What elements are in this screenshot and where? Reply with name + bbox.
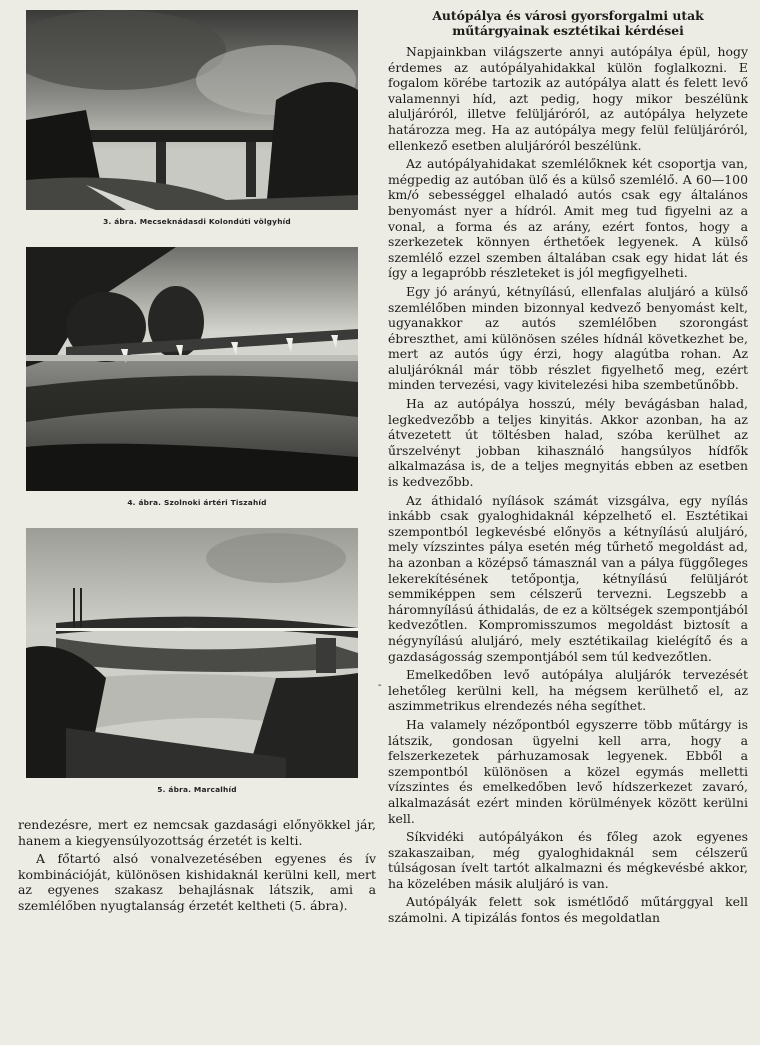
figure-5-caption: 5. ábra. Marcalhíd — [157, 785, 237, 794]
viaduct-photo-icon — [26, 10, 358, 210]
left-column — [18, 10, 376, 917]
margin-dot: - — [378, 680, 382, 691]
figure-4-photo — [26, 247, 358, 491]
article-paragraph-5: Az áthidaló nyílások számát vizsgálva, egy nyílás inkább csak gyaloghidaknál képzelhető el. Esztétikai szempontból legkevésbé előnyös a kétnyílású aluljáró, mely vízszintes pálya esetén még tűrhető megoldást ad, ha azonban a középső támasznál van a pálya függőleges lekerekítésének tetőpontja, kétnyílású felüljárót semmiképpen sem célszerű tervezni. Legszebb a háromnyílású áthidalás, de ez a költségek szempontjából kedvezőtlen. Kompromisszumos megoldást biztosít a négynyílású aluljáró, mely esztétikailag kielégítő és a gazdaságosság szempontjából sem túl kedvezőtlen. — [388, 492, 748, 664]
left-paragraph-2: A főtartó alsó vonalvezetésében egyenes és ív kombinációját, különösen kishidaknál kerülni kell, mert az egyenes szakasz behajlásnak látszik, ami a szemlélőben nyugtalanság érzetét keltheti (5. ábra). — [18, 851, 376, 913]
article-paragraph-7: Ha valamely nézőpontból egyszerre több műtárgy is látszik, gondosan ügyelni kell arra, hogy a felszerkezetek párhuzamosak legyenek. Ebből a szempontból különösen a közel egymás melletti vízszintes és emelkedőben levő hídszerkezet zavaró, alkalmazását ezért minden körülmények között kerülni kell. — [388, 716, 748, 826]
figure-3-photo — [26, 10, 358, 210]
marcal-bridge-photo-icon — [26, 528, 358, 778]
article-column — [388, 8, 748, 929]
article-paragraph-4: Ha az autópálya hosszú, mély bevágásban halad, legkedvezőbb a teljes kinyitás. Akkor azonban, ha az átvezetett út töltésben halad, szóba kerülhet az űrszelvényt jobban kihasználó hangsúlyos hídfők alkalmazása is, de a teljes megnyitás ebben az esetben is kedvezőbb. — [388, 396, 748, 490]
figure-3-caption: 3. ábra. Mecseknádasdi Kolondúti völgyhíd — [103, 217, 291, 226]
article-title-line-1: Autópálya és városi gyorsforgalmi utak — [432, 8, 704, 23]
figure-4-caption: 4. ábra. Szolnoki ártéri Tiszahíd — [127, 498, 267, 507]
article-paragraph-6: Emelkedőben levő autópálya aluljárók tervezését lehetőleg kerülni kell, ha mégsem kerülhető el, az aszimmetrikus elrendezés néha segíthet. — [388, 667, 748, 714]
article-paragraph-1: Napjainkban világszerte annyi autópálya épül, hogy érdemes az autópályahidakkal külön foglalkozni. E fogalom körébe tartozik az autópálya alatt és felett levő valamennyi híd, azt pedig, hogy mikor beszélünk aluljáróról, illetve felüljáróról, az autópálya helyzete határozza meg. Ha az autópálya megy felül felüljáróról, ellenkező esetben aluljáróról beszélünk. — [388, 44, 748, 153]
article-paragraph-3: Egy jó arányú, kétnyílású, ellenfalas aluljáró a külső szemlélőben minden bizonnyal kedvező benyomást kelt, ugyanakkor az autós szemlélőben szorongást ébreszthet, ami különösen széles hídnál következhet be, mert az autós úgy érzi, hogy alagútba rohan. Az aluljáróknál már több részlet figyelhető meg, ezért minden tervezési, vagy kivitelezési hiba szembetűnőbb. — [388, 283, 748, 393]
article-paragraph-8: Síkvidéki autópályákon és főleg azok egyenes szakaszaiban, még gyaloghidaknál sem célszerű túlságosan ívelt tartót alkalmazni és mégkevésbé akkor, ha közelében másik aluljáró is van. — [388, 829, 748, 891]
article-title-line-2: műtárgyainak esztétikai kérdései — [452, 23, 684, 38]
figure-5-photo — [26, 528, 358, 778]
left-continuation-text — [18, 817, 376, 914]
article-paragraph-2: Az autópályahidakat szemlélőknek két csoportja van, mégpedig az autóban ülő és a külső szemlélő. A 60—100 km/ó sebességgel elhaladó autós csak egy általános benyomást nyer a hídról. Amit meg tud figyelni az a vonal, a forma és az arány, ezért fontos, hogy a szerkezetek könnyen érthetőek legyenek. A külső szemlélő ezzel szemben általában csak egy hidat lát és így a legapróbb részleteket is jól megfigyelheti. — [388, 156, 748, 281]
left-paragraph-1: rendezésre, mert ez nemcsak gazdasági előnyökkel jár, hanem a kiegyensúlyozottság érzetét is kelti. — [18, 817, 376, 848]
article-paragraph-9: Autópályák felett sok ismétlődő műtárggyal kell számolni. A tipizálás fontos és megoldatlan — [388, 894, 748, 926]
river-bridge-photo-icon — [26, 247, 358, 491]
article-title — [388, 8, 748, 38]
